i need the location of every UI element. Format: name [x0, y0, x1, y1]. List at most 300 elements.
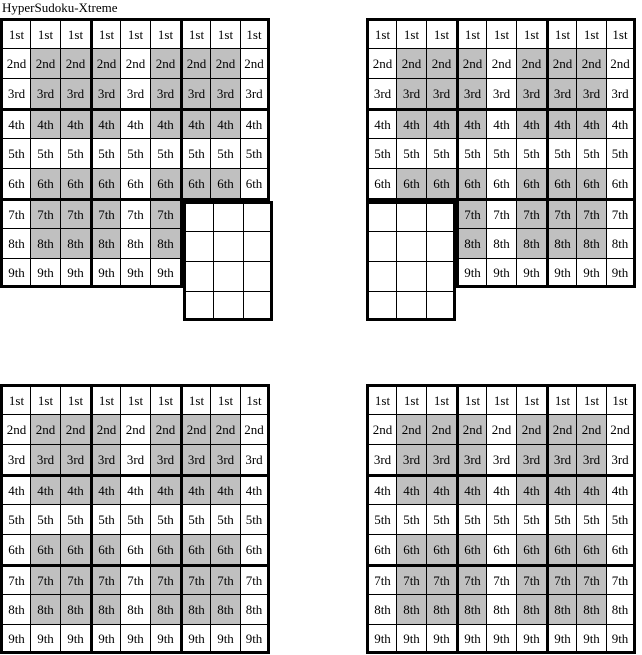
sudoku-cell: 1st: [180, 18, 210, 48]
sudoku-cell: 9th: [516, 624, 546, 654]
sudoku-cell: 6th: [456, 534, 486, 564]
sudoku-cell: 5th: [30, 504, 60, 534]
sudoku-cell: 6th: [576, 534, 606, 564]
sudoku-cell: 2nd: [546, 48, 576, 78]
sudoku-cell: 5th: [426, 138, 456, 168]
sudoku-cell: 5th: [486, 138, 516, 168]
sudoku-cell: 1st: [606, 18, 636, 48]
sudoku-cell: 4th: [60, 474, 90, 504]
sudoku-cell: 9th: [606, 258, 636, 288]
sudoku-cell: 4th: [120, 108, 150, 138]
sudoku-cell: 9th: [210, 624, 240, 654]
sudoku-cell: 1st: [456, 18, 486, 48]
sudoku-cell: 7th: [60, 564, 90, 594]
sudoku-cell: 2nd: [606, 48, 636, 78]
sudoku-cell: 8th: [576, 228, 606, 258]
sudoku-cell: 5th: [0, 504, 30, 534]
sudoku-cell: 9th: [90, 624, 120, 654]
sudoku-cell: 1st: [90, 384, 120, 414]
sudoku-cell: 1st: [486, 384, 516, 414]
sudoku-cell: 2nd: [120, 414, 150, 444]
sudoku-cell: 8th: [0, 228, 30, 258]
sudoku-cell: 2nd: [120, 48, 150, 78]
sudoku-cell: 6th: [486, 534, 516, 564]
sudoku-cell: 6th: [60, 168, 90, 198]
sudoku-cell: 9th: [486, 258, 516, 288]
sudoku-cell: 5th: [120, 504, 150, 534]
connector-cell: [213, 231, 243, 261]
sudoku-cell: 2nd: [456, 414, 486, 444]
sudoku-cell: 1st: [0, 18, 30, 48]
sudoku-cell: 1st: [546, 384, 576, 414]
sudoku-cell: 6th: [606, 168, 636, 198]
sudoku-cell: 4th: [546, 108, 576, 138]
sudoku-cell: 5th: [60, 138, 90, 168]
sudoku-cell: 3rd: [90, 444, 120, 474]
sudoku-cell: 8th: [486, 594, 516, 624]
connector-cell: [396, 231, 426, 261]
sudoku-cell: 8th: [606, 594, 636, 624]
sudoku-cell: 3rd: [546, 78, 576, 108]
connector-cell: [183, 291, 213, 321]
sudoku-cell: 4th: [30, 474, 60, 504]
sudoku-cell: 6th: [120, 168, 150, 198]
sudoku-cell: 7th: [486, 198, 516, 228]
center-right-connector: [366, 201, 456, 321]
connector-cell: [366, 231, 396, 261]
sudoku-cell: 1st: [120, 18, 150, 48]
sudoku-cell: 7th: [150, 198, 180, 228]
sudoku-cell: 2nd: [210, 414, 240, 444]
sudoku-cell: 7th: [30, 564, 60, 594]
sudoku-cell: 2nd: [366, 48, 396, 78]
sudoku-cell: 1st: [30, 384, 60, 414]
sudoku-cell: 5th: [90, 504, 120, 534]
sudoku-cell: 2nd: [60, 48, 90, 78]
sudoku-cell: 9th: [120, 624, 150, 654]
sudoku-cell: 3rd: [240, 78, 270, 108]
sudoku-cell: 8th: [120, 228, 150, 258]
sudoku-cell: 8th: [426, 594, 456, 624]
sudoku-cell: 5th: [606, 138, 636, 168]
sudoku-cell: 2nd: [0, 414, 30, 444]
sudoku-cell: 1st: [240, 384, 270, 414]
sudoku-cell: 1st: [546, 18, 576, 48]
sudoku-cell: 5th: [30, 138, 60, 168]
sudoku-cell: 7th: [210, 564, 240, 594]
connector-cell: [396, 201, 426, 231]
sudoku-cell: 4th: [120, 474, 150, 504]
sudoku-cell: 8th: [60, 594, 90, 624]
sudoku-cell: 8th: [150, 594, 180, 624]
sudoku-cell: 6th: [456, 168, 486, 198]
sudoku-cell: 6th: [426, 168, 456, 198]
sudoku-cell: 9th: [516, 258, 546, 288]
connector-cell: [366, 291, 396, 321]
connector-cell: [366, 201, 396, 231]
sudoku-cell: 3rd: [456, 444, 486, 474]
sudoku-cell: 8th: [180, 594, 210, 624]
sudoku-cell: 4th: [150, 108, 180, 138]
sudoku-cell: 1st: [366, 18, 396, 48]
sudoku-cell: 8th: [546, 594, 576, 624]
connector-cell: [183, 231, 213, 261]
sudoku-cell: 2nd: [576, 48, 606, 78]
sudoku-cell: 6th: [30, 168, 60, 198]
sudoku-cell: 4th: [210, 108, 240, 138]
sudoku-cell: 2nd: [546, 414, 576, 444]
sudoku-cell: 9th: [456, 258, 486, 288]
sudoku-cell: 6th: [0, 534, 30, 564]
connector-cell: [183, 201, 213, 231]
sudoku-cell: 4th: [426, 108, 456, 138]
sudoku-cell: 5th: [396, 504, 426, 534]
sudoku-cell: 1st: [180, 384, 210, 414]
sudoku-cell: 6th: [30, 534, 60, 564]
sudoku-cell: 7th: [0, 198, 30, 228]
sudoku-cell: 4th: [60, 108, 90, 138]
sudoku-cell: 3rd: [606, 78, 636, 108]
sudoku-cell: 6th: [150, 168, 180, 198]
sudoku-cell: 3rd: [180, 444, 210, 474]
sudoku-cell: 8th: [30, 594, 60, 624]
sudoku-cell: 1st: [426, 18, 456, 48]
sudoku-cell: 3rd: [516, 444, 546, 474]
sudoku-cell: 3rd: [150, 444, 180, 474]
sudoku-cell: 2nd: [0, 48, 30, 78]
sudoku-cell: 7th: [240, 564, 270, 594]
sudoku-cell: 9th: [396, 624, 426, 654]
sudoku-cell: 5th: [180, 504, 210, 534]
sudoku-cell: 2nd: [366, 414, 396, 444]
sudoku-cell: 2nd: [240, 48, 270, 78]
connector-cell: [213, 261, 243, 291]
sudoku-cell: 9th: [150, 258, 180, 288]
bottom-right-grid: [366, 384, 636, 654]
sudoku-cell: 3rd: [60, 78, 90, 108]
sudoku-cell: 2nd: [426, 48, 456, 78]
sudoku-cell: 5th: [240, 504, 270, 534]
sudoku-cell: 2nd: [90, 414, 120, 444]
sudoku-cell: 1st: [516, 18, 546, 48]
sudoku-cell: 7th: [576, 564, 606, 594]
sudoku-cell: 7th: [456, 564, 486, 594]
sudoku-cell: 9th: [120, 258, 150, 288]
sudoku-cell: 4th: [366, 474, 396, 504]
sudoku-cell: 6th: [210, 534, 240, 564]
sudoku-cell: 4th: [396, 474, 426, 504]
sudoku-cell: 5th: [0, 138, 30, 168]
sudoku-cell: 1st: [60, 384, 90, 414]
sudoku-cell: 5th: [210, 504, 240, 534]
sudoku-cell: 1st: [576, 18, 606, 48]
sudoku-cell: 5th: [486, 504, 516, 534]
sudoku-cell: 4th: [426, 474, 456, 504]
sudoku-cell: 6th: [366, 168, 396, 198]
sudoku-cell: 2nd: [150, 48, 180, 78]
sudoku-cell: 6th: [576, 168, 606, 198]
sudoku-cell: 5th: [456, 138, 486, 168]
sudoku-cell: 9th: [150, 624, 180, 654]
sudoku-cell: 3rd: [180, 78, 210, 108]
sudoku-cell: 3rd: [516, 78, 546, 108]
sudoku-cell: 2nd: [180, 48, 210, 78]
sudoku-cell: 4th: [606, 474, 636, 504]
sudoku-cell: 3rd: [396, 444, 426, 474]
sudoku-cell: 6th: [60, 534, 90, 564]
sudoku-cell: 5th: [180, 138, 210, 168]
sudoku-cell: 8th: [486, 228, 516, 258]
sudoku-cell: 8th: [30, 228, 60, 258]
sudoku-cell: 4th: [516, 108, 546, 138]
sudoku-cell: 3rd: [120, 444, 150, 474]
connector-cell: [426, 291, 456, 321]
sudoku-cell: 5th: [606, 504, 636, 534]
connector-cell: [396, 261, 426, 291]
sudoku-cell: 7th: [60, 198, 90, 228]
sudoku-cell: 6th: [516, 168, 546, 198]
sudoku-cell: 9th: [576, 258, 606, 288]
sudoku-cell: 9th: [456, 624, 486, 654]
sudoku-cell: 8th: [90, 228, 120, 258]
sudoku-cell: 7th: [546, 198, 576, 228]
sudoku-cell: 7th: [90, 564, 120, 594]
sudoku-cell: 7th: [516, 198, 546, 228]
sudoku-cell: 1st: [240, 18, 270, 48]
sudoku-cell: 7th: [516, 564, 546, 594]
connector-cell: [213, 291, 243, 321]
sudoku-cell: 1st: [120, 384, 150, 414]
sudoku-cell: 4th: [180, 108, 210, 138]
connector-cell: [183, 261, 213, 291]
sudoku-cell: 6th: [546, 534, 576, 564]
sudoku-cell: 1st: [150, 384, 180, 414]
sudoku-cell: 8th: [516, 594, 546, 624]
sudoku-cell: 2nd: [486, 48, 516, 78]
connector-cell: [243, 261, 273, 291]
sudoku-cell: 4th: [240, 108, 270, 138]
sudoku-cell: 4th: [606, 108, 636, 138]
sudoku-cell: 8th: [0, 594, 30, 624]
sudoku-cell: 2nd: [210, 48, 240, 78]
sudoku-cell: 6th: [240, 534, 270, 564]
sudoku-cell: 3rd: [210, 444, 240, 474]
sudoku-cell: 9th: [90, 258, 120, 288]
sudoku-cell: 4th: [546, 474, 576, 504]
sudoku-cell: 1st: [150, 18, 180, 48]
sudoku-cell: 6th: [210, 168, 240, 198]
sudoku-cell: 3rd: [30, 78, 60, 108]
sudoku-cell: 7th: [0, 564, 30, 594]
sudoku-cell: 3rd: [486, 78, 516, 108]
sudoku-cell: 3rd: [30, 444, 60, 474]
sudoku-cell: 9th: [30, 258, 60, 288]
sudoku-cell: 7th: [576, 198, 606, 228]
sudoku-cell: 9th: [240, 624, 270, 654]
sudoku-cell: 2nd: [396, 48, 426, 78]
sudoku-cell: 6th: [546, 168, 576, 198]
bottom-left-grid: [0, 384, 270, 654]
sudoku-cell: 5th: [210, 138, 240, 168]
sudoku-cell: 5th: [366, 504, 396, 534]
sudoku-cell: 8th: [456, 594, 486, 624]
sudoku-cell: 4th: [30, 108, 60, 138]
sudoku-cell: 2nd: [60, 414, 90, 444]
sudoku-cell: 7th: [150, 564, 180, 594]
sudoku-cell: 1st: [210, 384, 240, 414]
sudoku-cell: 8th: [396, 594, 426, 624]
sudoku-cell: 2nd: [576, 414, 606, 444]
sudoku-cell: 4th: [576, 108, 606, 138]
sudoku-cell: 6th: [0, 168, 30, 198]
sudoku-cell: 6th: [90, 168, 120, 198]
sudoku-cell: 2nd: [606, 414, 636, 444]
connector-cell: [213, 201, 243, 231]
sudoku-cell: 5th: [456, 504, 486, 534]
sudoku-cell: 6th: [150, 534, 180, 564]
sudoku-cell: 4th: [516, 474, 546, 504]
sudoku-cell: 3rd: [60, 444, 90, 474]
sudoku-cell: 2nd: [240, 414, 270, 444]
sudoku-cell: 5th: [60, 504, 90, 534]
sudoku-cell: 4th: [90, 108, 120, 138]
sudoku-cell: 6th: [516, 534, 546, 564]
sudoku-cell: 7th: [30, 198, 60, 228]
sudoku-cell: 3rd: [576, 78, 606, 108]
sudoku-cell: 1st: [396, 18, 426, 48]
sudoku-cell: 6th: [486, 168, 516, 198]
sudoku-cell: 9th: [606, 624, 636, 654]
connector-cell: [426, 261, 456, 291]
sudoku-cell: 3rd: [576, 444, 606, 474]
sudoku-cell: 6th: [396, 168, 426, 198]
sudoku-cell: 2nd: [150, 414, 180, 444]
sudoku-cell: 2nd: [30, 414, 60, 444]
sudoku-cell: 7th: [606, 564, 636, 594]
sudoku-cell: 3rd: [0, 78, 30, 108]
sudoku-cell: 1st: [0, 384, 30, 414]
connector-cell: [243, 201, 273, 231]
sudoku-cell: 3rd: [90, 78, 120, 108]
sudoku-cell: 8th: [516, 228, 546, 258]
sudoku-cell: 5th: [150, 138, 180, 168]
sudoku-cell: 3rd: [366, 78, 396, 108]
sudoku-cell: 4th: [366, 108, 396, 138]
sudoku-cell: 6th: [606, 534, 636, 564]
sudoku-cell: 5th: [426, 504, 456, 534]
sudoku-cell: 1st: [516, 384, 546, 414]
sudoku-cell: 1st: [486, 18, 516, 48]
sudoku-cell: 6th: [396, 534, 426, 564]
sudoku-cell: 7th: [456, 198, 486, 228]
sudoku-cell: 6th: [90, 534, 120, 564]
sudoku-cell: 5th: [396, 138, 426, 168]
sudoku-cell: 9th: [0, 258, 30, 288]
sudoku-cell: 7th: [120, 198, 150, 228]
sudoku-cell: 8th: [366, 594, 396, 624]
sudoku-cell: 3rd: [120, 78, 150, 108]
sudoku-cell: 4th: [456, 474, 486, 504]
sudoku-cell: 9th: [486, 624, 516, 654]
center-left-connector: [183, 201, 273, 321]
sudoku-cell: 4th: [576, 474, 606, 504]
connector-cell: [243, 231, 273, 261]
sudoku-cell: 9th: [60, 624, 90, 654]
sudoku-cell: 8th: [606, 228, 636, 258]
connector-cell: [396, 291, 426, 321]
sudoku-cell: 7th: [120, 564, 150, 594]
sudoku-cell: 9th: [546, 624, 576, 654]
sudoku-cell: 9th: [426, 624, 456, 654]
page-title: HyperSudoku-Xtreme: [2, 0, 118, 15]
sudoku-cell: 3rd: [486, 444, 516, 474]
sudoku-cell: 3rd: [396, 78, 426, 108]
sudoku-cell: 1st: [606, 384, 636, 414]
sudoku-cell: 7th: [366, 564, 396, 594]
sudoku-cell: 4th: [0, 474, 30, 504]
sudoku-cell: 8th: [120, 594, 150, 624]
sudoku-cell: 2nd: [180, 414, 210, 444]
sudoku-cell: 2nd: [396, 414, 426, 444]
sudoku-cell: 2nd: [30, 48, 60, 78]
sudoku-cell: 6th: [180, 168, 210, 198]
sudoku-cell: 2nd: [456, 48, 486, 78]
sudoku-cell: 7th: [396, 564, 426, 594]
sudoku-cell: 7th: [486, 564, 516, 594]
sudoku-cell: 4th: [486, 474, 516, 504]
sudoku-cell: 4th: [180, 474, 210, 504]
sudoku-cell: 9th: [60, 258, 90, 288]
sudoku-cell: 4th: [240, 474, 270, 504]
sudoku-cell: 8th: [456, 228, 486, 258]
sudoku-cell: 7th: [606, 198, 636, 228]
sudoku-cell: 3rd: [0, 444, 30, 474]
sudoku-cell: 1st: [396, 384, 426, 414]
sudoku-cell: 9th: [546, 258, 576, 288]
sudoku-cell: 7th: [546, 564, 576, 594]
sudoku-cell: 4th: [456, 108, 486, 138]
connector-cell: [243, 291, 273, 321]
sudoku-cell: 6th: [120, 534, 150, 564]
sudoku-cell: 1st: [576, 384, 606, 414]
sudoku-cell: 4th: [210, 474, 240, 504]
sudoku-cell: 1st: [366, 384, 396, 414]
sudoku-cell: 9th: [30, 624, 60, 654]
sudoku-cell: 5th: [240, 138, 270, 168]
sudoku-cell: 5th: [150, 504, 180, 534]
sudoku-cell: 7th: [90, 198, 120, 228]
sudoku-cell: 9th: [180, 624, 210, 654]
sudoku-cell: 5th: [90, 138, 120, 168]
connector-cell: [366, 261, 396, 291]
sudoku-cell: 1st: [426, 384, 456, 414]
sudoku-cell: 3rd: [240, 444, 270, 474]
sudoku-cell: 2nd: [516, 414, 546, 444]
connector-cell: [426, 201, 456, 231]
sudoku-cell: 3rd: [426, 78, 456, 108]
sudoku-cell: 5th: [120, 138, 150, 168]
sudoku-cell: 5th: [516, 138, 546, 168]
sudoku-cell: 8th: [210, 594, 240, 624]
sudoku-cell: 2nd: [486, 414, 516, 444]
sudoku-cell: 8th: [576, 594, 606, 624]
sudoku-cell: 3rd: [456, 78, 486, 108]
sudoku-cell: 6th: [240, 168, 270, 198]
sudoku-cell: 8th: [90, 594, 120, 624]
sudoku-cell: 5th: [546, 138, 576, 168]
sudoku-cell: 1st: [90, 18, 120, 48]
sudoku-cell: 9th: [366, 624, 396, 654]
